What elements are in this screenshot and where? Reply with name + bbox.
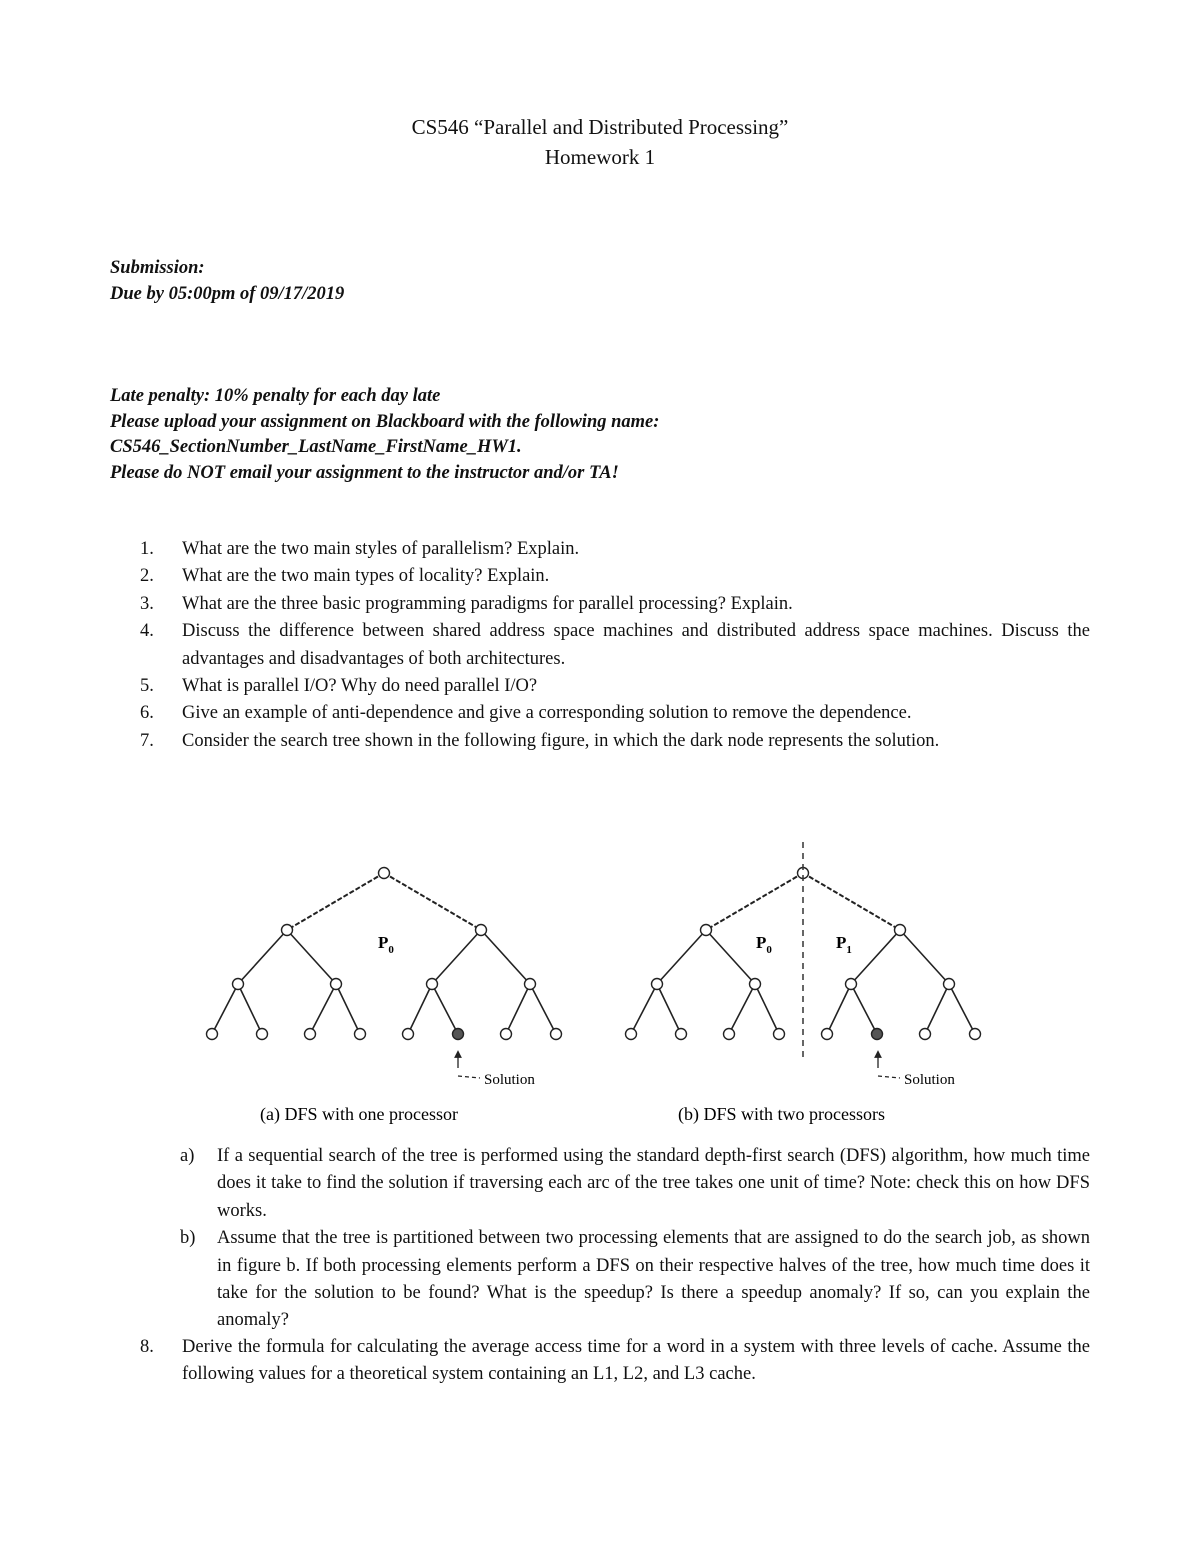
left-tree-node [331,979,342,990]
question-item: 1. What are the two main styles of parallelism? Explain. [140,539,580,559]
left-tree-node [427,979,438,990]
right-tree-node [652,979,663,990]
question-list-continued [140,1334,1090,1389]
question-item: 3. What are the three basic programming paradigms for parallel processing? Explain. [140,593,793,614]
left-tree-node [282,925,293,936]
question-item: 6. Give an example of anti-dependence and give a corresponding solution to remove the dependence. [140,703,912,724]
right-tree-edge [851,984,877,1034]
left-tree-node [379,868,390,879]
left-tree-edge [238,930,287,984]
right-tree-node [750,979,761,990]
left-tree-node [207,1029,218,1040]
right-tree-node [676,1029,687,1040]
dfs-figure [190,840,1010,1130]
late-penalty: Late penalty: 10% penalty for each day late [110,386,441,406]
right-tree-node [626,1029,637,1040]
processor-label-p1: $P_1$ [836,933,852,956]
left-tree-node [355,1029,366,1040]
right-tree-edge [631,984,657,1034]
right-tree-edge [949,984,975,1034]
left-tree-edge [530,984,556,1034]
document-header [0,112,1200,172]
submission-label: Submission: [110,258,205,278]
search-tree-diagram [190,840,1010,1130]
question-item: 4. Discuss the difference between shared address space machines and distributed address space machines. Discuss the advantages and disadvantages of both architectures. [140,621,1090,669]
caption-b: (b) DFS with two processors [678,1104,885,1124]
question-item: 5. What is parallel I/O? Why do need parallel I/O? [140,676,538,697]
right-tree-node [701,925,712,936]
right-tree-edge [827,984,851,1034]
left-tree-edge [432,930,481,984]
right-tree-edge [755,984,779,1034]
question-list [140,536,1090,755]
question-item: 2. What are the two main types of locality? Explain. [140,566,550,587]
policy-block [110,384,1110,486]
left-tree-edge [481,930,530,984]
question-item: 7. Consider the search tree shown in the following figure, in which the dark node represents the solution. [140,730,940,751]
left-tree-edge [384,873,481,930]
right-tree-edge [657,930,706,984]
right-tree-node [944,979,955,990]
processor-label-left: $P_0$ [378,933,394,956]
svg-text:Solution: Solution [484,1072,535,1088]
right-tree-edge [803,873,900,930]
left-tree-node [551,1029,562,1040]
subquestion-list [180,1143,1090,1335]
left-tree-edge [432,984,458,1034]
tree-edges [207,868,981,1040]
left-tree-edge [238,984,262,1034]
svg-text:Solution: Solution [904,1072,955,1088]
upload-instruction: Please upload your assignment on Blackboard with the following name: [110,411,660,432]
due-date: Due by 05:00pm of 09/17/2019 [110,283,345,304]
left-tree-node [257,1029,268,1040]
no-email-note: Please do NOT email your assignment to the instructor and/or TA! [110,462,619,483]
left-tree-node [403,1029,414,1040]
question-item: 8. Derive the formula for calculating the average access time for a word in a system with three levels of cache. Assume the following values for a theoretical system containing an L1, L2, and L3 cache. [140,1337,1090,1385]
caption-a: (a) DFS with one processor [260,1104,458,1124]
right-tree-node [846,979,857,990]
left-tree-edge [310,984,336,1034]
right-tree-node [774,1029,785,1040]
submission-block [110,256,1110,307]
processor-label-p0: $P_0$ [756,933,772,956]
left-tree-edge [212,984,238,1034]
subquestion-item: b) Assume that the tree is partitioned between two processing elements that are assigned to do the search job, as shown in figure b. If both processing elements perform a DFS on their respective halves of the tree, how much time does it take for the solution to be found? What is the speedup? Is there a speedup anomaly? If so, can you explain the anomaly? [180,1228,1090,1331]
right-tree-edge [900,930,949,984]
left-tree-edge [287,873,384,930]
left-solution-node [453,1029,464,1040]
left-tree-node [305,1029,316,1040]
subquestion-item: a) If a sequential search of the tree is performed using the standard depth-first search (DFS) algorithm, how much time does it take to find the solution if traversing each arc of the tree takes one unit of time? Note: check this on how DFS works. [180,1146,1090,1221]
filename-format: CS546_SectionNumber_LastName_FirstName_HW1. [110,437,522,457]
right-tree-edge [729,984,755,1034]
right-tree-edge [657,984,681,1034]
right-tree-edge [925,984,949,1034]
right-tree-node [822,1029,833,1040]
left-tree-edge [287,930,336,984]
right-tree-node [895,925,906,936]
left-tree-node [525,979,536,990]
right-tree-edge [851,930,900,984]
course-title: CS546 “Parallel and Distributed Processing” [411,115,789,139]
right-tree-edge [706,873,803,930]
homework-title: Homework 1 [544,145,656,169]
solution-pointer-left [458,1054,535,1088]
left-tree-edge [336,984,360,1034]
solution-pointer-right [878,1054,955,1088]
right-tree-node [920,1029,931,1040]
left-tree-edge [408,984,432,1034]
left-tree-node [501,1029,512,1040]
left-tree-node [476,925,487,936]
left-tree-edge [506,984,530,1034]
right-tree-node [970,1029,981,1040]
right-solution-node [872,1029,883,1040]
left-tree-node [233,979,244,990]
right-tree-edge [706,930,755,984]
right-tree-node [724,1029,735,1040]
